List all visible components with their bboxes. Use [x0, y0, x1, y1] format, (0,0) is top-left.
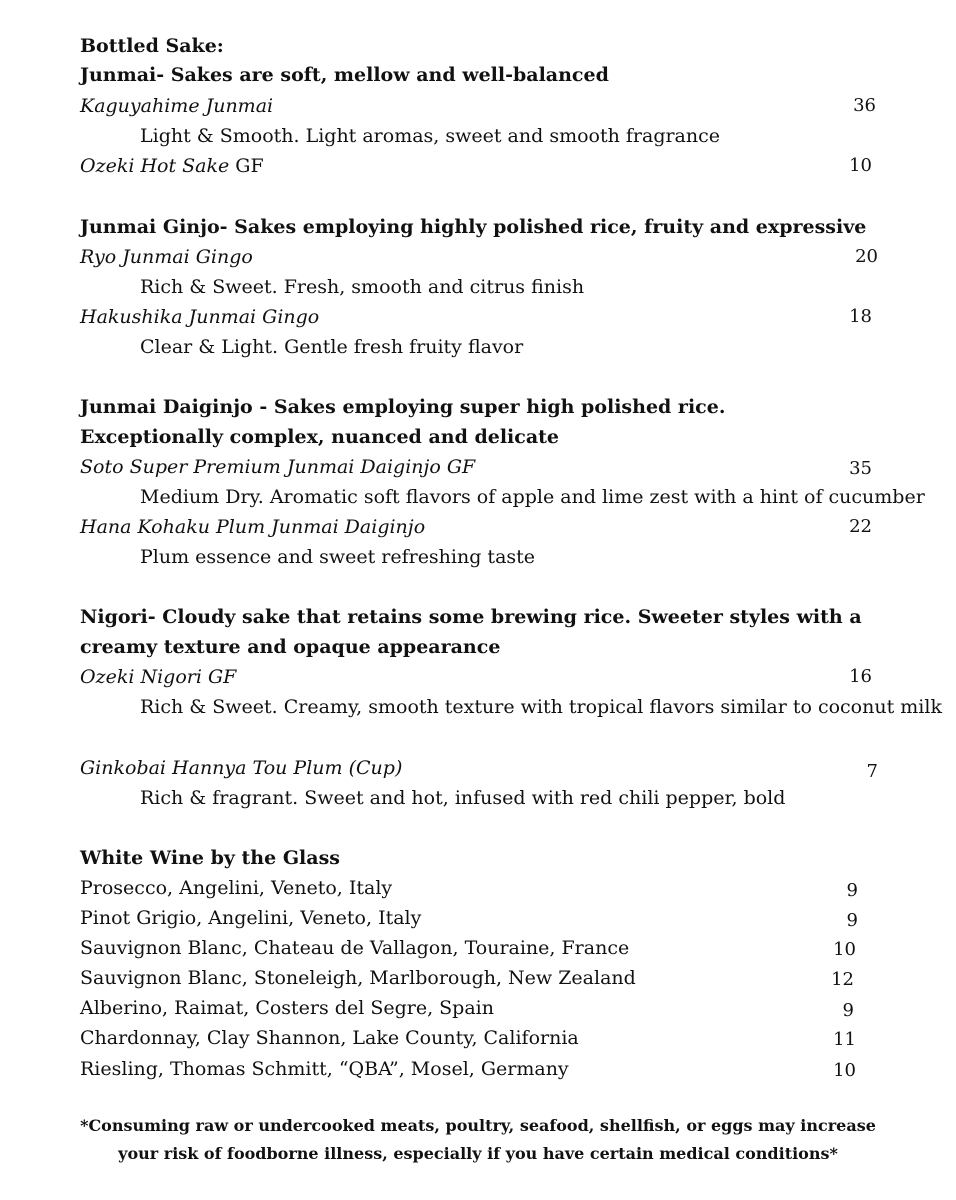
item-name: Ryo Junmai Gingo [80, 246, 253, 268]
wine-name: Riesling, Thomas Schmitt, “QBA”, Mosel, Germany [80, 1058, 569, 1080]
category-heading-junmai: Junmai- Sakes are soft, mellow and well-balanced [80, 64, 609, 86]
item-price: 18 [849, 306, 872, 327]
item-description: Light & Smooth. Light aromas, sweet and smooth fragrance [140, 125, 721, 147]
wine-name: Chardonnay, Clay Shannon, Lake County, California [80, 1027, 579, 1049]
item-name: Kaguyahime Junmai [80, 95, 274, 117]
item-name: Hana Kohaku Plum Junmai Daiginjo [80, 516, 426, 538]
item-price: 22 [849, 516, 872, 537]
item-description: Rich & Sweet. Creamy, smooth texture with tropical flavors similar to coconut milk [140, 696, 942, 718]
category-heading-junmai-ginjo: Junmai Ginjo- Sakes employing highly polished rice, fruity and expressive [80, 216, 867, 238]
item-price: 20 [855, 246, 878, 267]
wine-name: Sauvignon Blanc, Chateau de Vallagon, Touraine, France [80, 937, 630, 959]
item-name: Ozeki Nigori GF [80, 666, 237, 688]
category-heading-junmai-daiginjo: Junmai Daiginjo - Sakes employing super high polished rice. Exceptionally complex, nuanced and delicate [80, 396, 726, 448]
wine-price: 10 [833, 1060, 856, 1081]
health-disclaimer: *Consuming raw or undercooked meats, poultry, seafood, shellfish, or eggs may increase your risk of foodborne illness, especially if you have certain medical conditions* [80, 1116, 876, 1163]
item-description: Rich & Sweet. Fresh, smooth and citrus finish [140, 276, 585, 298]
item-name: Soto Super Premium Junmai Daiginjo GF [80, 456, 476, 478]
item-price: 16 [849, 666, 872, 687]
wine-price: 12 [831, 969, 854, 990]
wine-name: Pinot Grigio, Angelini, Veneto, Italy [80, 907, 422, 929]
item-row [80, 151, 876, 181]
category-heading-nigori: Nigori- Cloudy sake that retains some brewing rice. Sweeter styles with a creamy texture and opaque appearance [80, 606, 862, 658]
wine-price: 10 [833, 939, 856, 960]
wine-price: 11 [833, 1029, 856, 1050]
wine-name: Sauvignon Blanc, Stoneleigh, Marlborough, New Zealand [80, 967, 636, 989]
item-price: 36 [853, 95, 876, 116]
item-price: 35 [849, 458, 872, 479]
wine-price: 9 [846, 880, 858, 901]
item-description: Plum essence and sweet refreshing taste [140, 546, 536, 568]
item-price: 10 [849, 155, 872, 176]
item-description: Medium Dry. Aromatic soft flavors of apple and lime zest with a hint of cucumber [140, 486, 925, 508]
item-name: Ginkobai Hannya Tou Plum (Cup) [80, 757, 403, 779]
item-gf-tag: GF [229, 155, 264, 177]
item-name: Ozeki Hot Sake [80, 155, 230, 177]
item-description: Clear & Light. Gentle fresh fruity flavor [140, 336, 524, 358]
item-price: 7 [866, 761, 878, 782]
wine-name: Prosecco, Angelini, Veneto, Italy [80, 877, 393, 899]
section-title-bottled-sake: Bottled Sake: [80, 35, 224, 57]
wine-price: 9 [842, 1000, 854, 1021]
wine-name: Alberino, Raimat, Costers del Segre, Spain [80, 997, 494, 1019]
item-description: Rich & fragrant. Sweet and hot, infused with red chili pepper, bold [140, 787, 786, 809]
section-title-white-wine: White Wine by the Glass [80, 847, 340, 869]
item-name: Hakushika Junmai Gingo [80, 306, 320, 328]
wine-price: 9 [846, 910, 858, 931]
